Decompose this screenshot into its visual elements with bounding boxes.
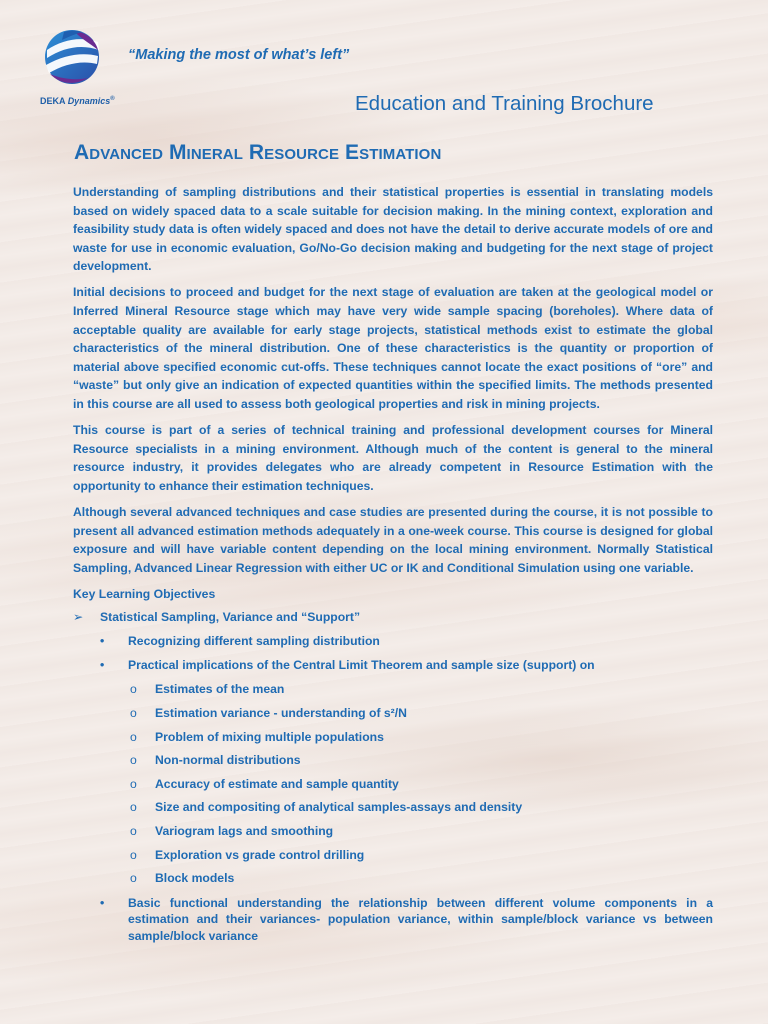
list-item — [73, 822, 713, 846]
paragraph: Initial decisions to proceed and budget for the next stage of evaluation are taken at the geological model or Inferred Mineral Resource stage which may have very wide sample spacing (boreholes). Where data of acceptable quality are available for early stage projects, statistical methods exist to estimate the global characteristics of the mineral distribution. One of these characteristics is the quantity or proportion of material above specified economic cut-offs. These techniques cannot locate the exact positions of “ore” and “waste” but only give an indication of expected quantities within the specified limits. The methods presented in this course are all used to assess both geological properties and risk in mining projects. — [73, 285, 713, 412]
list-item — [73, 728, 713, 752]
list-item-text: Estimation variance - understanding of s²/N — [155, 706, 407, 721]
paragraph: This course is part of a series of technical training and professional development courses for Mineral Resource specialists in a mining environment. Although much of the content is general to the mineral resource industry, it provides delegates who are already competent in Resource Estimation with the opportunity to enhance their estimation techniques. — [73, 423, 713, 493]
circle-bullet-icon: o — [130, 729, 137, 744]
tagline: “Making the most of what’s left” — [128, 47, 350, 63]
list-item — [73, 632, 713, 656]
brochure-title: Education and Training Brochure — [355, 92, 654, 115]
list-item-text: Problem of mixing multiple populations — [155, 729, 384, 744]
list-item-text: Accuracy of estimate and sample quantity — [155, 776, 399, 791]
list-item — [73, 680, 713, 704]
list-item — [73, 869, 713, 893]
bullet-icon: • — [100, 658, 105, 673]
brand-name-suffix: Dynamics — [67, 96, 111, 106]
circle-bullet-icon: o — [130, 776, 137, 791]
circle-bullet-icon: o — [130, 824, 137, 839]
list-item-text: Block models — [155, 871, 235, 886]
deka-globe-logo-icon — [44, 20, 100, 94]
objectives-heading: Key Learning Objectives — [73, 586, 216, 601]
circle-bullet-icon: o — [130, 847, 137, 862]
list-item-text: Practical implications of the Central Limit Theorem and sample size (support) on — [128, 658, 595, 673]
paragraph: Although several advanced techniques and case studies are presented during the course, it is not possible to present all advanced estimation methods adequately in a one-week course. This course is designed for global exposure and will have variable content depending on the local mining environment. Normally Statistical Sampling, Advanced Linear Regression with either UC or IK and Conditional Simulation using one variable. — [73, 505, 713, 575]
brand-name — [40, 96, 115, 106]
arrow-bullet-icon: ➢ — [73, 610, 84, 625]
paragraph: Understanding of sampling distributions and their statistical properties is essential in translating models based on widely spaced data to a scale suitable for decision making. In the mining context, exploration and feasibility study data is often widely spaced and does not have the detail to derive accurate models of ore and waste for use in economic evaluation, Go/No-Go decision making and budgeting for the next stage of project development. — [73, 185, 713, 274]
list-item — [73, 608, 713, 632]
registered-mark: ® — [110, 96, 115, 102]
list-item-text: Variogram lags and smoothing — [155, 824, 334, 839]
list-item — [73, 798, 713, 822]
list-item-text: Recognizing different sampling distribution — [128, 634, 380, 649]
list-item — [73, 751, 713, 775]
brand-name-main: DEKA — [40, 96, 66, 106]
circle-bullet-icon: o — [130, 753, 137, 768]
bullet-icon: • — [100, 634, 105, 649]
list-item-text: Basic functional understanding the relationship between different volume components in a estimation and their variances- population variance, within sample/block variance vs between sample/block variance — [128, 895, 713, 943]
list-item-text: Exploration vs grade control drilling — [155, 847, 365, 862]
bullet-icon: • — [100, 895, 105, 910]
course-description — [73, 183, 713, 944]
list-item-text: Size and compositing of analytical samples-assays and density — [155, 800, 523, 815]
list-item-text: Non-normal distributions — [155, 753, 301, 768]
list-item — [73, 895, 713, 945]
circle-bullet-icon: o — [130, 871, 137, 886]
course-title: Advanced Mineral Resource Estimation — [74, 141, 442, 164]
circle-bullet-icon: o — [130, 682, 137, 697]
circle-bullet-icon: o — [130, 800, 137, 815]
list-item — [73, 656, 713, 680]
list-item-text: Estimates of the mean — [155, 682, 285, 697]
list-item — [73, 775, 713, 799]
list-item — [73, 704, 713, 728]
list-item-text: Statistical Sampling, Variance and “Support” — [100, 610, 361, 625]
circle-bullet-icon: o — [130, 706, 137, 721]
list-item — [73, 846, 713, 870]
